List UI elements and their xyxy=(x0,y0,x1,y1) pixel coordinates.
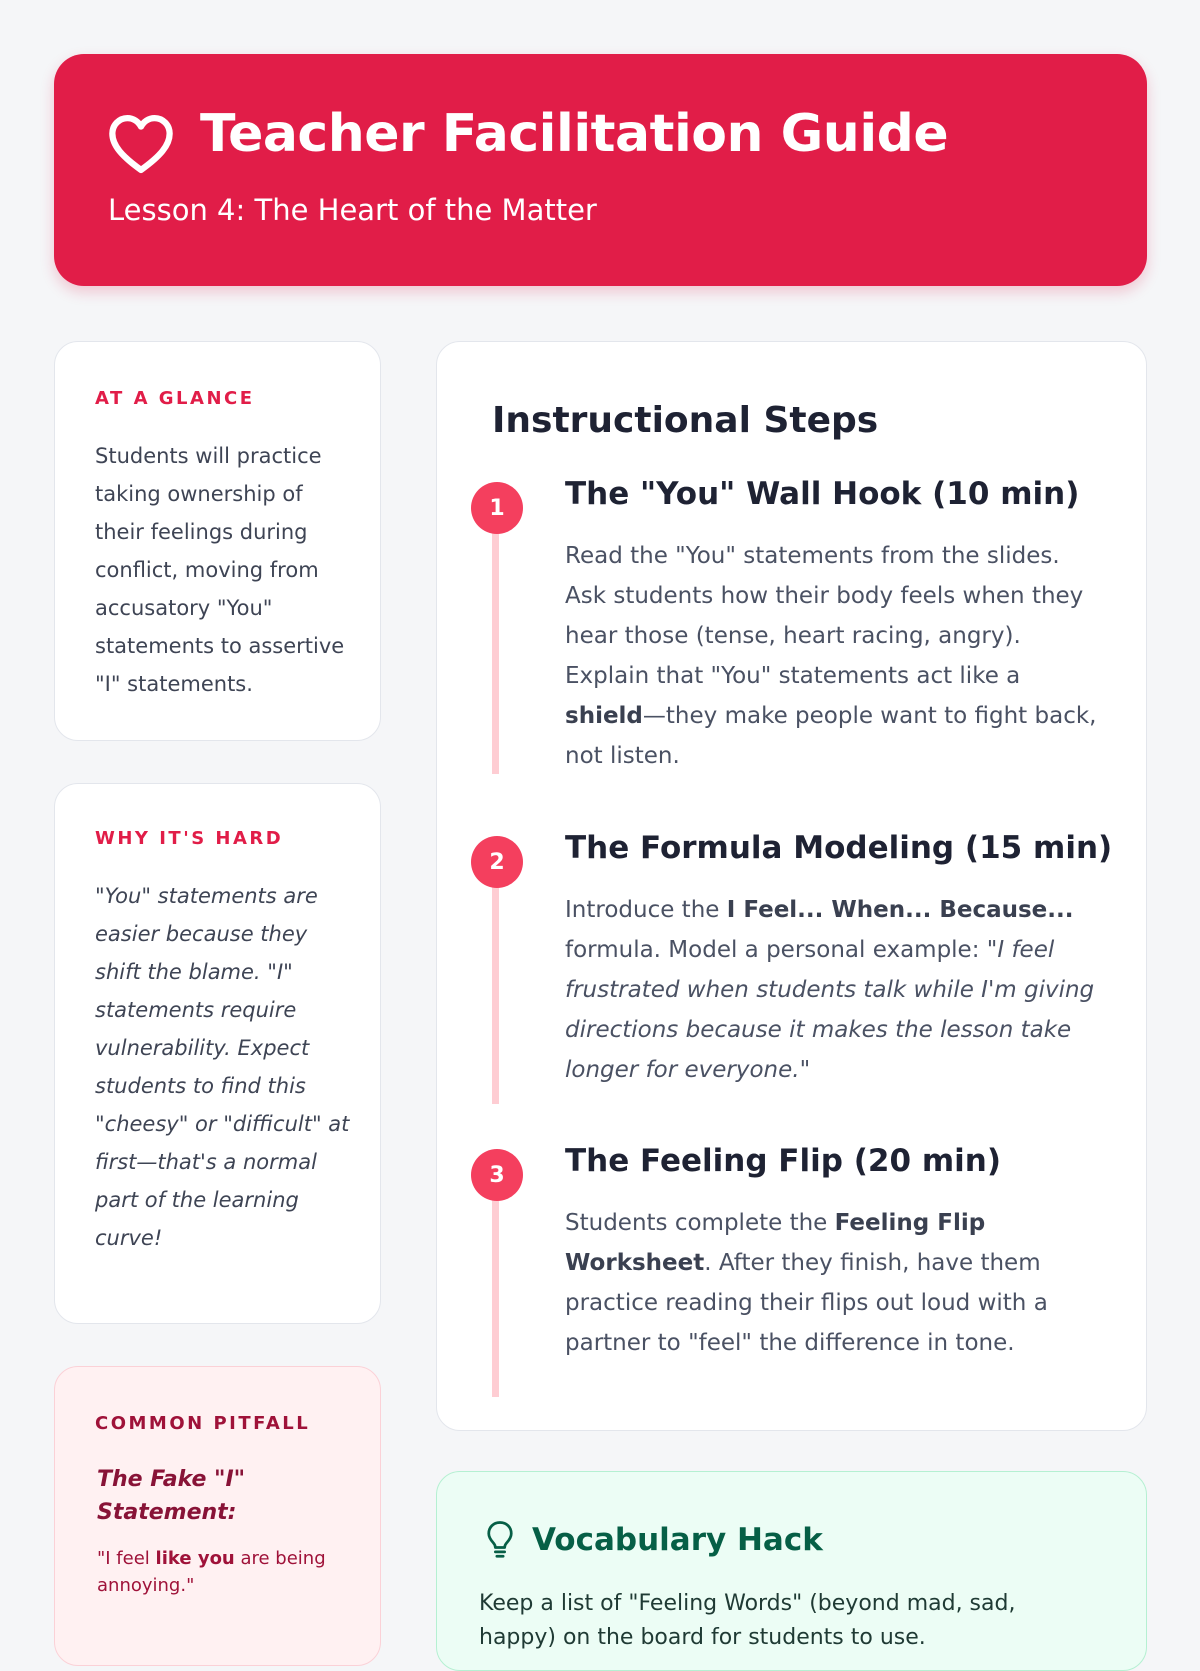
pitfall-example-emphasis: like you xyxy=(155,1548,235,1569)
step-timeline xyxy=(492,856,499,1104)
at-a-glance-label: AT A GLANCE xyxy=(95,388,255,409)
vocabulary-hack-text: Keep a list of "Feeling Words" (beyond mad, sad, happy) on the board for students to use. xyxy=(479,1591,1016,1650)
step-number-badge: 3 xyxy=(471,1149,523,1201)
pitfall-title: The Fake "I" Statement: xyxy=(97,1467,246,1525)
vocabulary-hack-card xyxy=(436,1471,1147,1671)
lesson-subtitle: Lesson 4: The Heart of the Matter xyxy=(108,193,597,227)
pitfall-example-end: are being annoying." xyxy=(97,1548,326,1596)
steps-title: Instructional Steps xyxy=(492,400,879,441)
pitfall-example-start: "I feel xyxy=(97,1548,156,1569)
header-banner xyxy=(54,54,1147,286)
step-title: The Feeling Flip (20 min) xyxy=(565,1143,1001,1179)
vocabulary-hack-title: Vocabulary Hack xyxy=(532,1522,823,1558)
step-body-text: Students complete the xyxy=(565,1210,835,1236)
heart-icon xyxy=(108,114,174,174)
step-body xyxy=(565,536,1105,776)
step-body-bold: shield xyxy=(565,703,643,729)
step-body xyxy=(565,1203,1105,1363)
step-title: The Formula Modeling (15 min) xyxy=(565,830,1113,866)
pitfall-example xyxy=(97,1545,357,1599)
step-timeline xyxy=(492,502,499,774)
step-number-badge: 1 xyxy=(471,482,523,534)
common-pitfall-label: COMMON PITFALL xyxy=(95,1413,311,1434)
step-timeline xyxy=(492,1169,499,1397)
at-a-glance-card xyxy=(54,341,381,741)
common-pitfall-card xyxy=(54,1366,381,1666)
why-its-hard-text: "You" statements are easier because they shift the blame. "I" statements require vulnerability. Expect students to find this "cheesy" or "difficult" at first—that's a normal part of the learning curve! xyxy=(95,884,350,1250)
lightbulb-icon xyxy=(485,1520,515,1560)
step-title: The "You" Wall Hook (10 min) xyxy=(565,476,1080,512)
page-title: Teacher Facilitation Guide xyxy=(200,104,949,164)
why-its-hard-label: WHY IT'S HARD xyxy=(95,828,284,849)
instructional-steps-card xyxy=(436,341,1147,1431)
step-body-text: Read the "You" statements from the slides. Ask students how their body feels when they hear those (tense, heart racing, angry). Explain that "You" statements act like a xyxy=(565,543,1084,689)
at-a-glance-text: Students will practice taking ownership of their feelings during conflict, moving from accusatory "You" statements to assertive "I" statements. xyxy=(95,444,345,696)
step-body-text: Introduce the xyxy=(565,897,727,923)
step-body-bold: I Feel... When... Because... xyxy=(726,897,1074,923)
step-body xyxy=(565,890,1105,1090)
step-number-badge: 2 xyxy=(471,836,523,888)
step-body-text: . After they finish, have them practice reading their flips out loud with a partner to "feel" the difference in tone. xyxy=(565,1250,1048,1356)
step-body-example: "I feel frustrated when students talk while I'm giving directions because it makes the lesson take longer for everyone." xyxy=(565,937,1095,1083)
step-body-bold: Feeling Flip Worksheet xyxy=(565,1210,986,1276)
step-body-text: formula. Model a personal example: xyxy=(565,937,987,963)
step-body-text: —they make people want to fight back, not listen. xyxy=(565,703,1097,769)
why-its-hard-card xyxy=(54,783,381,1324)
